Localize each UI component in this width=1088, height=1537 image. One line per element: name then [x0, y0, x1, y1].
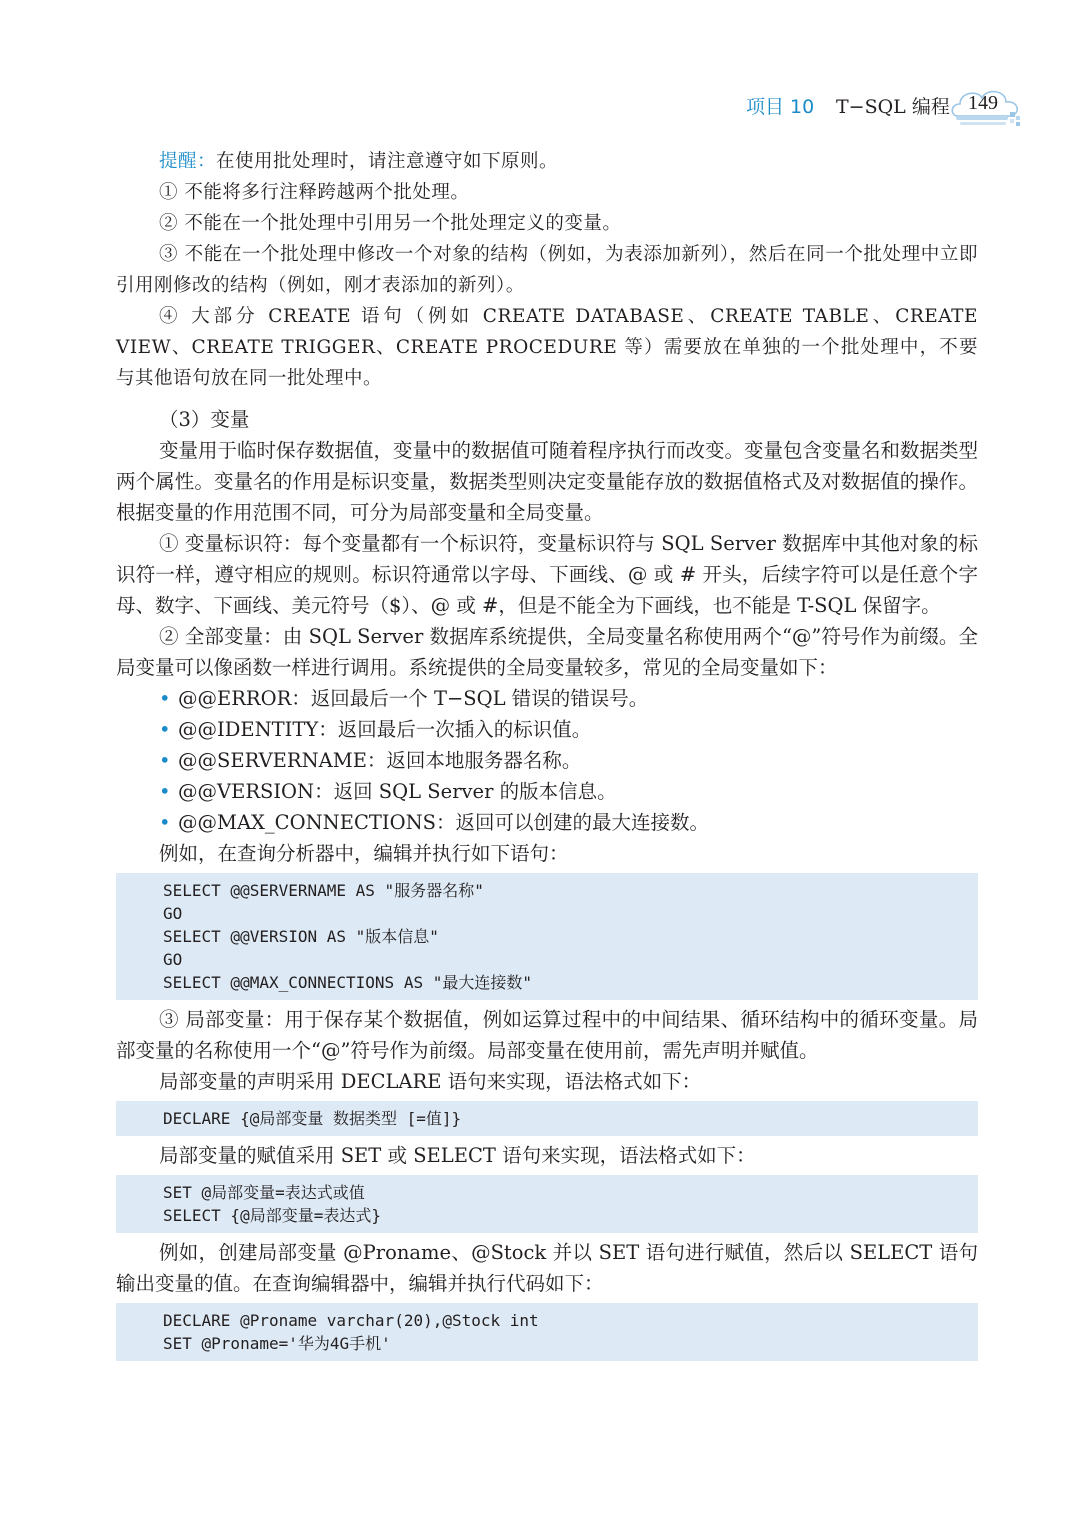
list-item: [116, 714, 978, 745]
reminder-intro-text: 在使用批处理时，请注意遵守如下原则。: [216, 151, 559, 172]
bullet-icon: •: [159, 811, 171, 834]
page-body: [116, 146, 978, 1365]
bullet-icon: •: [159, 749, 171, 772]
assign-intro: 局部变量的赋值采用 SET 或 SELECT 语句来实现，语法格式如下：: [159, 1144, 756, 1167]
code-line: SELECT @@VERSION AS "版本信息": [163, 927, 439, 946]
list-item: [116, 807, 978, 838]
code-line: GO: [163, 904, 183, 923]
reminder-item-4: ④ 大部分 CREATE 语句（例如 CREATE DATABASE、CREATE TABLE、CREATE VIEW、CREATE TRIGGER、CREATE PROCEDURE 等）需要放在单独的一个批处理中，不要与其他语句放在同一批处理中。: [116, 306, 978, 389]
reminder-item-2: ② 不能在一个批处理中引用另一个批处理定义的变量。: [159, 213, 622, 234]
bullet-icon: •: [159, 718, 171, 741]
header-chapter: T−SQL 编程: [836, 96, 950, 118]
header-project: 项目 10: [746, 96, 815, 118]
identifier-paragraph: ① 变量标识符：每个变量都有一个标识符，变量标识符与 SQL Server 数据库中其他对象的标识符一样，遵守相应的规则。标识符通常以字母、下画线、@ 或 # 开头，后续字符可以是任意个字母、数字、下画线、美元符号（$）、@ 或 #，但是不能全为下画线，也不能是 T-SQL 保留字。: [116, 532, 978, 617]
reminder-label: 提醒：: [159, 151, 217, 172]
bullet-icon: •: [159, 687, 171, 710]
list-item: [116, 745, 978, 776]
code-line: SELECT {@局部变量=表达式}: [163, 1206, 381, 1225]
reminder-item-3: ③ 不能在一个批处理中修改一个对象的结构（例如，为表添加新列），然后在同一个批处理中立即引用刚修改的结构（例如，刚才表添加的新列）。: [116, 244, 978, 296]
list-item-text: @@VERSION：返回 SQL Server 的版本信息。: [178, 780, 617, 803]
code-block-global-vars: [116, 873, 978, 1000]
code-block-declare-syntax: [116, 1101, 978, 1136]
page-header: [0, 86, 1088, 136]
code-line: DECLARE {@局部变量 数据类型 [=值]}: [163, 1109, 462, 1128]
global-variable-list: [116, 683, 978, 838]
declare-intro: 局部变量的声明采用 DECLARE 语句来实现，语法格式如下：: [159, 1070, 702, 1093]
example1-intro: 例如，在查询分析器中，编辑并执行如下语句：: [159, 842, 569, 865]
list-item: [116, 683, 978, 714]
page-number: 149: [968, 92, 998, 114]
section-heading: （3）变量: [159, 408, 250, 431]
code-line: SET @Proname='华为4G手机': [163, 1334, 391, 1353]
code-line: DECLARE @Proname varchar(20),@Stock int: [163, 1311, 539, 1330]
bullet-icon: •: [159, 780, 171, 803]
code-block-local-example: [116, 1303, 978, 1361]
code-block-assign-syntax: [116, 1175, 978, 1233]
list-item-text: @@IDENTITY：返回最后一次插入的标识值。: [178, 718, 592, 741]
code-line: GO: [163, 950, 183, 969]
code-line: SELECT @@SERVERNAME AS "服务器名称": [163, 881, 484, 900]
list-item-text: @@MAX_CONNECTIONS：返回可以创建的最大连接数。: [178, 811, 709, 834]
list-item-text: @@ERROR：返回最后一个 T−SQL 错误的错误号。: [178, 687, 649, 710]
reminder-intro: [116, 146, 978, 177]
code-line: SELECT @@MAX_CONNECTIONS AS "最大连接数": [163, 973, 532, 992]
local-variable-paragraph: ③ 局部变量：用于保存某个数据值，例如运算过程中的中间结果、循环结构中的循环变量。局部变量的名称使用一个“@”符号作为前缀。局部变量在使用前，需先声明并赋值。: [116, 1008, 978, 1062]
reminder-item-1: ① 不能将多行注释跨越两个批处理。: [159, 182, 470, 203]
code-line: SET @局部变量=表达式或值: [163, 1183, 365, 1202]
list-item: [116, 776, 978, 807]
example2-intro: 例如，创建局部变量 @Proname、@Stock 并以 SET 语句进行赋值，然后以 SELECT 语句输出变量的值。在查询编辑器中，编辑并执行代码如下：: [116, 1241, 978, 1295]
global-variable-paragraph: ② 全部变量：由 SQL Server 数据库系统提供，全局变量名称使用两个“@”符号作为前缀。全局变量可以像函数一样进行调用。系统提供的全局变量较多，常见的全局变量如下：: [116, 625, 979, 679]
section-intro: 变量用于临时保存数据值，变量中的数据值可随着程序执行而改变。变量包含变量名和数据类型两个属性。变量名的作用是标识变量，数据类型则决定变量能存放的数据值格式及对数据值的操作。根据变量的作用范围不同，可分为局部变量和全局变量。: [116, 439, 979, 524]
list-item-text: @@SERVERNAME：返回本地服务器名称。: [178, 749, 582, 772]
